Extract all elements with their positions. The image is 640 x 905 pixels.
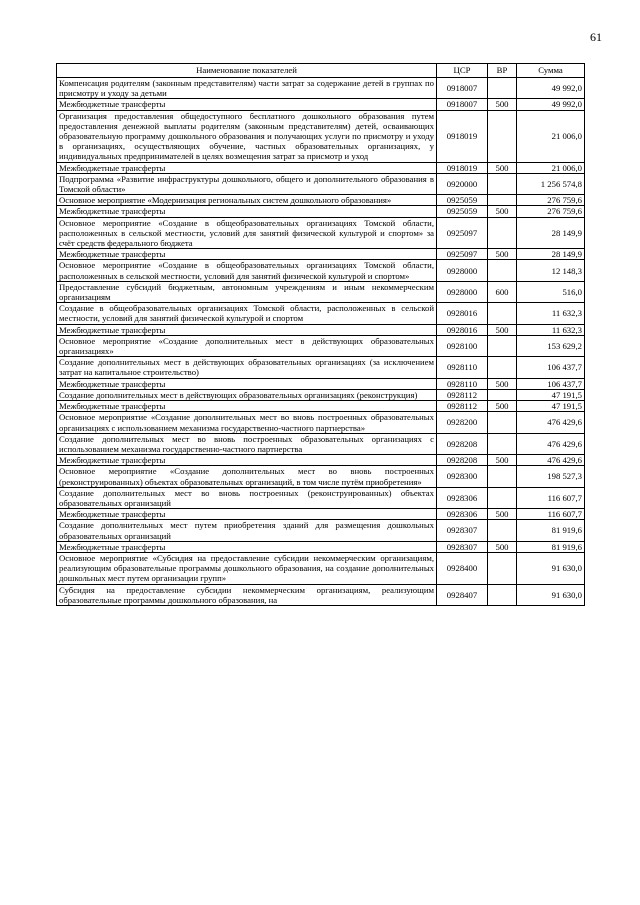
cell-name: Создание дополнительных мест в действующих образовательных организациях (за исключением затрат на капитальное строительство) <box>57 357 437 378</box>
cell-vr <box>488 357 517 378</box>
header-csr: ЦСР <box>437 64 488 78</box>
cell-vr <box>488 110 517 162</box>
cell-sum: 1 256 574,8 <box>517 173 585 194</box>
cell-name: Организация предоставления общедоступного бесплатного дошкольного образования путем предоставления денежной выплаты родителям (законным представителям) детей, осваивающих образовательную программу дошкольного образования и получающих услуги по присмотру и уходу в организациях, осуществляющих обучение, частных образовательных организациях, у индивидуальных предпринимателей в целях возмещения затрат за присмотр и уход <box>57 110 437 162</box>
cell-sum: 11 632,3 <box>517 324 585 335</box>
cell-csr: 0928000 <box>437 260 488 281</box>
cell-csr: 0928307 <box>437 541 488 552</box>
cell-name: Межбюджетные трансферты <box>57 99 437 110</box>
cell-name: Создание в общеобразовательных организациях Томской области, расположенных в сельской местности, условий для занятий физической культурой и спортом <box>57 303 437 324</box>
cell-name: Межбюджетные трансферты <box>57 162 437 173</box>
cell-name: Создание дополнительных мест в действующих образовательных организациях (реконструкция) <box>57 389 437 400</box>
cell-name: Основное мероприятие «Создание в общеобразовательных организациях Томской области, расположенных в сельской местности, условий для занятий физической культурой и спортом» <box>57 260 437 281</box>
table-row <box>57 552 585 584</box>
cell-csr: 0928407 <box>437 584 488 605</box>
cell-name: Межбюджетные трансферты <box>57 249 437 260</box>
cell-sum: 11 632,3 <box>517 303 585 324</box>
table-row <box>57 335 585 356</box>
cell-csr: 0928208 <box>437 433 488 454</box>
header-name: Наименование показателей <box>57 64 437 78</box>
cell-sum: 106 437,7 <box>517 378 585 389</box>
header-vr: ВР <box>488 64 517 78</box>
table-row <box>57 162 585 173</box>
cell-csr: 0925097 <box>437 217 488 249</box>
cell-name: Межбюджетные трансферты <box>57 206 437 217</box>
cell-name: Межбюджетные трансферты <box>57 541 437 552</box>
table-row <box>57 303 585 324</box>
cell-sum: 91 630,0 <box>517 584 585 605</box>
cell-vr <box>488 195 517 206</box>
cell-csr: 0928100 <box>437 335 488 356</box>
cell-name: Основное мероприятие «Создание в общеобразовательных организациях Томской области, расположенных в сельской местности, условий для занятий физической культурой и спортом» за счёт средств федерального бюджета <box>57 217 437 249</box>
table-row <box>57 206 585 217</box>
cell-sum: 106 437,7 <box>517 357 585 378</box>
cell-vr: 500 <box>488 162 517 173</box>
table-row <box>57 466 585 487</box>
table-row <box>57 110 585 162</box>
table-row <box>57 281 585 302</box>
cell-vr: 500 <box>488 455 517 466</box>
cell-name: Межбюджетные трансферты <box>57 455 437 466</box>
table-row <box>57 487 585 508</box>
cell-name: Создание дополнительных мест во вновь построенных (реконструированных) объектах образовательных организаций <box>57 487 437 508</box>
cell-vr: 500 <box>488 249 517 260</box>
cell-vr: 500 <box>488 541 517 552</box>
cell-sum: 28 149,9 <box>517 217 585 249</box>
budget-table <box>56 63 585 606</box>
cell-sum: 276 759,6 <box>517 206 585 217</box>
cell-name: Основное мероприятие «Модернизация региональных систем дошкольного образования» <box>57 195 437 206</box>
cell-vr <box>488 78 517 99</box>
cell-csr: 0928110 <box>437 378 488 389</box>
table-row <box>57 455 585 466</box>
cell-sum: 153 629,2 <box>517 335 585 356</box>
cell-csr: 0928400 <box>437 552 488 584</box>
table-row <box>57 412 585 433</box>
cell-name: Подпрограмма «Развитие инфраструктуры дошкольного, общего и дополнительного образования в Томской области» <box>57 173 437 194</box>
cell-vr: 500 <box>488 401 517 412</box>
cell-sum: 21 006,0 <box>517 110 585 162</box>
table-row <box>57 260 585 281</box>
cell-vr: 500 <box>488 99 517 110</box>
cell-sum: 12 148,3 <box>517 260 585 281</box>
cell-name: Межбюджетные трансферты <box>57 401 437 412</box>
cell-vr <box>488 303 517 324</box>
table-row <box>57 378 585 389</box>
cell-vr <box>488 466 517 487</box>
cell-name: Межбюджетные трансферты <box>57 509 437 520</box>
header-sum: Сумма <box>517 64 585 78</box>
cell-vr <box>488 520 517 541</box>
cell-name: Создание дополнительных мест путем приобретения зданий для размещения дошкольных образовательных организаций <box>57 520 437 541</box>
cell-sum: 81 919,6 <box>517 541 585 552</box>
cell-vr: 500 <box>488 324 517 335</box>
table-row <box>57 389 585 400</box>
cell-sum: 47 191,5 <box>517 401 585 412</box>
cell-csr: 0928016 <box>437 303 488 324</box>
cell-sum: 276 759,6 <box>517 195 585 206</box>
cell-vr <box>488 260 517 281</box>
cell-sum: 47 191,5 <box>517 389 585 400</box>
cell-csr: 0928306 <box>437 487 488 508</box>
cell-sum: 28 149,9 <box>517 249 585 260</box>
cell-sum: 49 992,0 <box>517 78 585 99</box>
cell-csr: 0928208 <box>437 455 488 466</box>
cell-csr: 0918007 <box>437 78 488 99</box>
cell-csr: 0918019 <box>437 162 488 173</box>
cell-csr: 0918007 <box>437 99 488 110</box>
cell-name: Основное мероприятие «Создание дополнительных мест в действующих образовательных организациях» <box>57 335 437 356</box>
table-row <box>57 195 585 206</box>
cell-sum: 198 527,3 <box>517 466 585 487</box>
cell-csr: 0928306 <box>437 509 488 520</box>
cell-vr: 500 <box>488 206 517 217</box>
table-row <box>57 78 585 99</box>
cell-sum: 81 919,6 <box>517 520 585 541</box>
cell-sum: 91 630,0 <box>517 552 585 584</box>
cell-csr: 0928307 <box>437 520 488 541</box>
cell-vr <box>488 584 517 605</box>
cell-vr <box>488 552 517 584</box>
table-row <box>57 357 585 378</box>
cell-vr <box>488 487 517 508</box>
cell-csr: 0920000 <box>437 173 488 194</box>
cell-sum: 516,0 <box>517 281 585 302</box>
cell-csr: 0928200 <box>437 412 488 433</box>
cell-name: Создание дополнительных мест во вновь построенных образовательных организациях с использованием механизма государственно-частного партнерства <box>57 433 437 454</box>
table-row <box>57 324 585 335</box>
cell-csr: 0928112 <box>437 389 488 400</box>
cell-sum: 21 006,0 <box>517 162 585 173</box>
cell-sum: 116 607,7 <box>517 509 585 520</box>
table-row <box>57 509 585 520</box>
cell-name: Основное мероприятие «Создание дополнительных мест во вновь построенных (реконструированных) объектах образовательных организаций, в том числе путём приобретения» <box>57 466 437 487</box>
cell-csr: 0928300 <box>437 466 488 487</box>
cell-csr: 0925059 <box>437 195 488 206</box>
table-row <box>57 584 585 605</box>
cell-csr: 0918019 <box>437 110 488 162</box>
cell-csr: 0928016 <box>437 324 488 335</box>
page-number: 61 <box>590 30 602 44</box>
cell-csr: 0925097 <box>437 249 488 260</box>
cell-name: Компенсация родителям (законным представителям) части затрат за содержание детей в группах по присмотру и уходу за детьми <box>57 78 437 99</box>
cell-sum: 476 429,6 <box>517 455 585 466</box>
cell-vr <box>488 433 517 454</box>
table-row <box>57 541 585 552</box>
table-row <box>57 433 585 454</box>
table-body <box>57 78 585 606</box>
table-row <box>57 401 585 412</box>
table-row <box>57 249 585 260</box>
cell-vr <box>488 335 517 356</box>
cell-vr <box>488 412 517 433</box>
table-row <box>57 173 585 194</box>
cell-sum: 116 607,7 <box>517 487 585 508</box>
cell-vr <box>488 389 517 400</box>
cell-name: Субсидия на предоставление субсидии некоммерческим организациям, реализующим образовательные программы дошкольного образования, на <box>57 584 437 605</box>
cell-vr: 500 <box>488 378 517 389</box>
cell-sum: 476 429,6 <box>517 412 585 433</box>
cell-name: Основное мероприятие «Субсидия на предоставление субсидии некоммерческим организациям, реализующим образовательные программы дошкольного образования, на создание дополнительных дошкольных мест путем организации групп» <box>57 552 437 584</box>
cell-vr <box>488 173 517 194</box>
table-row <box>57 217 585 249</box>
cell-csr: 0928112 <box>437 401 488 412</box>
cell-sum: 49 992,0 <box>517 99 585 110</box>
cell-name: Межбюджетные трансферты <box>57 378 437 389</box>
table-header-row <box>57 64 585 78</box>
cell-vr <box>488 217 517 249</box>
cell-csr: 0928110 <box>437 357 488 378</box>
cell-csr: 0925059 <box>437 206 488 217</box>
table-row <box>57 99 585 110</box>
cell-csr: 0928000 <box>437 281 488 302</box>
cell-name: Межбюджетные трансферты <box>57 324 437 335</box>
cell-vr: 600 <box>488 281 517 302</box>
cell-sum: 476 429,6 <box>517 433 585 454</box>
table-row <box>57 520 585 541</box>
cell-name: Основное мероприятие «Создание дополнительных мест во вновь построенных образовательных организациях с использованием механизма государственно-частного партнерства» <box>57 412 437 433</box>
cell-name: Предоставление субсидий бюджетным, автономным учреждениям и иным некоммерческим организациям <box>57 281 437 302</box>
cell-vr: 500 <box>488 509 517 520</box>
